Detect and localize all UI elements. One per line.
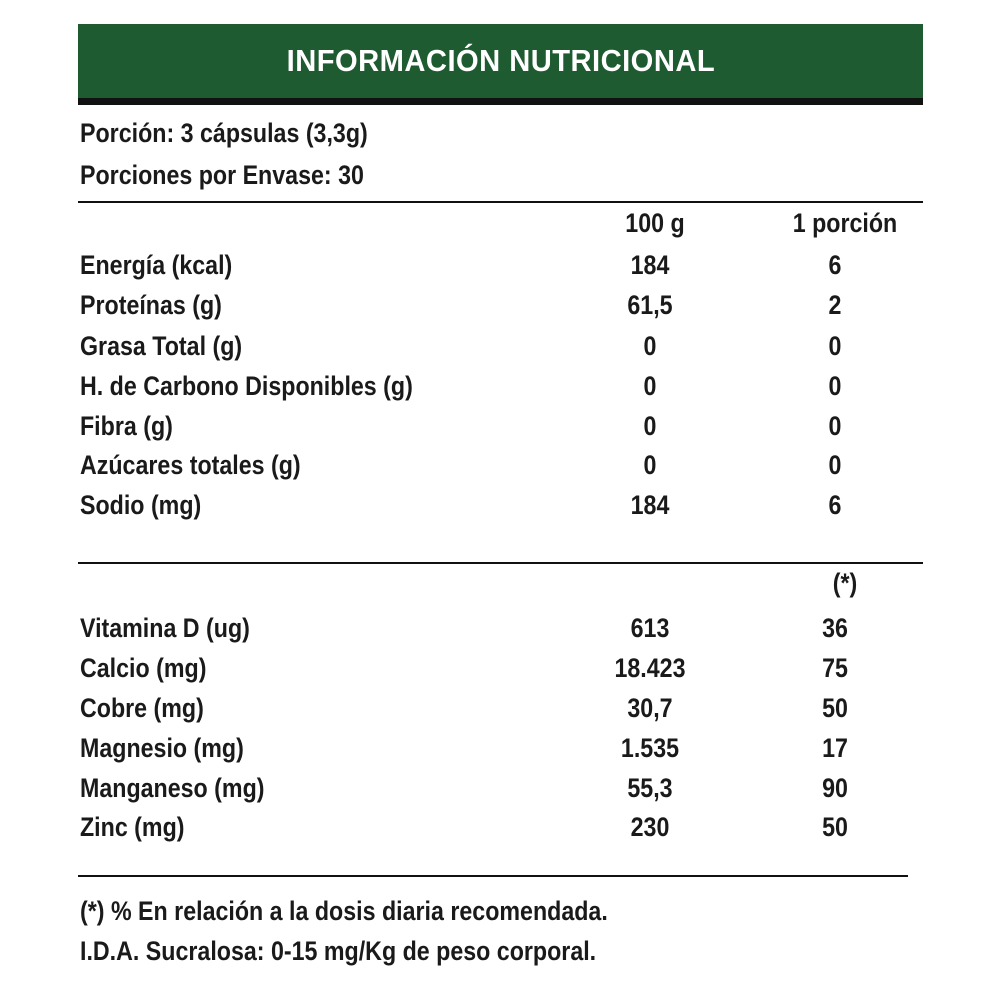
- mineral-value-100g: 613: [630, 613, 670, 643]
- portion-size: Porción: 3 cápsulas (3,3g): [80, 118, 368, 148]
- nutrient-value-portion: 2: [828, 290, 842, 320]
- nutrient-value-portion: 0: [828, 371, 842, 401]
- column-header-pct: (*): [832, 568, 858, 598]
- mineral-value-pct: 17: [822, 733, 848, 763]
- mineral-label: Magnesio (mg): [80, 733, 244, 763]
- nutrient-value-portion: 0: [828, 450, 842, 480]
- mineral-value-pct: 50: [822, 693, 848, 723]
- nutrient-label: Proteínas (g): [80, 290, 222, 320]
- nutrient-value-portion: 6: [828, 490, 842, 520]
- mineral-value-pct: 50: [822, 812, 848, 842]
- nutrient-value-portion: 0: [828, 331, 842, 361]
- divider-top: [78, 201, 923, 203]
- nutrient-label: Sodio (mg): [80, 490, 202, 520]
- mineral-label: Manganeso (mg): [80, 773, 265, 803]
- nutrient-value-100g: 0: [643, 411, 657, 441]
- nutrient-label: Grasa Total (g): [80, 331, 243, 361]
- nutrient-label: Azúcares totales (g): [80, 450, 301, 480]
- mineral-value-pct: 90: [822, 773, 848, 803]
- nutrient-value-portion: 6: [828, 250, 842, 280]
- nutrient-value-100g: 61,5: [627, 290, 673, 320]
- mineral-value-100g: 18.423: [614, 653, 686, 683]
- mineral-label: Calcio (mg): [80, 653, 207, 683]
- nutrient-value-portion: 0: [828, 411, 842, 441]
- mineral-value-100g: 55,3: [627, 773, 673, 803]
- mineral-value-100g: 1.535: [620, 733, 680, 763]
- nutrient-value-100g: 0: [643, 371, 657, 401]
- column-header-100g: 100 g: [625, 208, 685, 238]
- mineral-value-pct: 36: [822, 613, 848, 643]
- footnote-daily-value: (*) % En relación a la dosis diaria recomendada.: [80, 896, 608, 926]
- nutrient-value-100g: 0: [643, 450, 657, 480]
- nutrient-label: H. de Carbono Disponibles (g): [80, 371, 413, 401]
- divider-bottom: [78, 875, 908, 877]
- footnote-sucralose: I.D.A. Sucralosa: 0-15 mg/Kg de peso corporal.: [80, 936, 597, 966]
- nutrient-label: Fibra (g): [80, 411, 173, 441]
- header-title: INFORMACIÓN NUTRICIONAL: [286, 43, 715, 78]
- header-banner: [78, 24, 923, 105]
- divider-middle: [78, 562, 923, 564]
- nutrient-value-100g: 184: [630, 250, 670, 280]
- nutrient-value-100g: 0: [643, 331, 657, 361]
- mineral-label: Vitamina D (ug): [80, 613, 250, 643]
- mineral-value-100g: 30,7: [627, 693, 673, 723]
- column-header-portion: 1 porción: [792, 208, 898, 238]
- mineral-value-100g: 230: [630, 812, 670, 842]
- servings-per-container: Porciones por Envase: 30: [80, 160, 364, 190]
- nutrient-label: Energía (kcal): [80, 250, 233, 280]
- mineral-value-pct: 75: [822, 653, 848, 683]
- mineral-label: Zinc (mg): [80, 812, 185, 842]
- nutrient-value-100g: 184: [630, 490, 670, 520]
- mineral-label: Cobre (mg): [80, 693, 204, 723]
